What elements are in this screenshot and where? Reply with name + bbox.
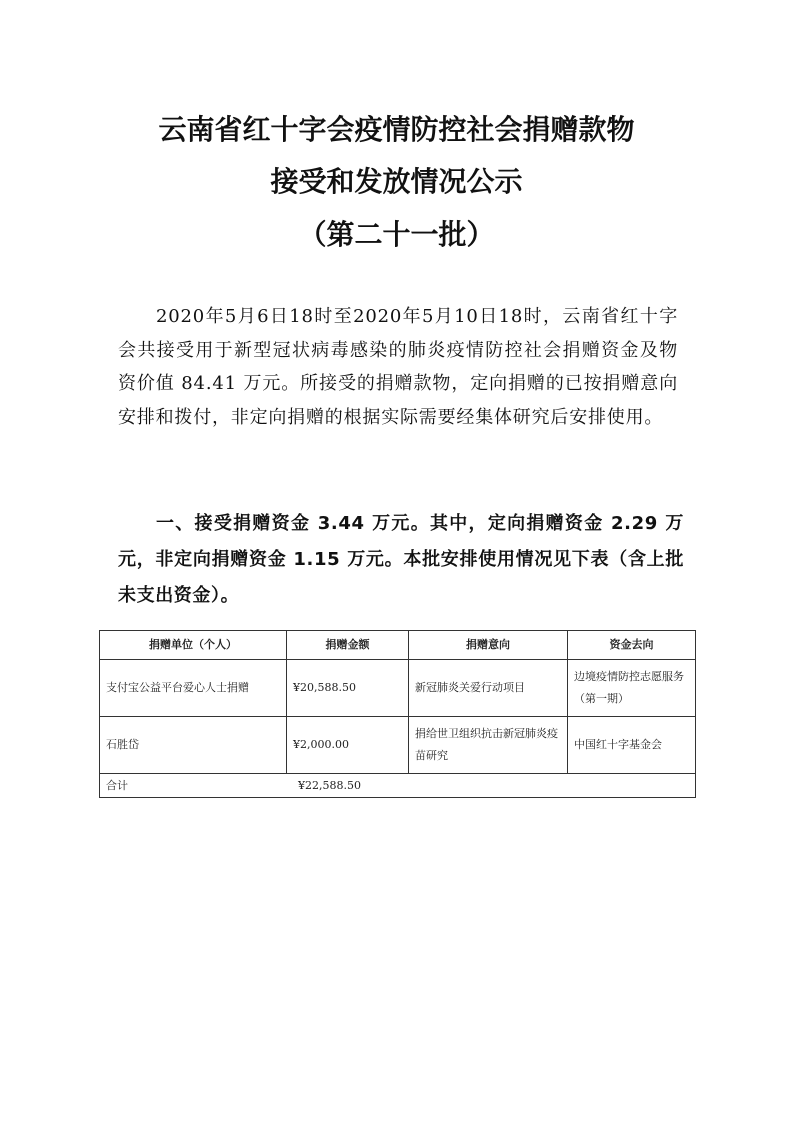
total-label: 合计 (106, 778, 128, 792)
header-destination: 资金去向 (568, 631, 696, 660)
intro-paragraph: 2020年5月6日18时至2020年5月10日18时，云南省红十字会共接受用于新型冠状病毒感染的肺炎疫情防控社会捐赠资金及物资价值 84.41 万元。所接受的捐赠款物，定向捐赠的已按捐赠意向安排和拨付，非定向捐赠的根据实际需要经集体研究后安排使用。 (118, 306, 678, 428)
table-row (100, 660, 696, 717)
table-header-row (100, 631, 696, 660)
donor-cell: 石胜岱 (100, 717, 287, 774)
section-1-paragraph: 一、接受捐赠资金 3.44 万元。其中，定向捐赠资金 2.29 万元，非定向捐赠资金 1.15 万元。本批安排使用情况见下表（含上批未支出资金）。 (118, 513, 684, 606)
table-total-row (100, 774, 696, 798)
destination-cell: 边境疫情防控志愿服务（第一期） (568, 660, 696, 717)
header-amount: 捐赠金额 (287, 631, 409, 660)
table-row (100, 717, 696, 774)
donor-cell: 支付宝公益平台爱心人士捐赠 (100, 660, 287, 717)
total-amount: ¥22,588.50 (298, 778, 361, 792)
amount-cell: ¥20,588.50 (287, 660, 409, 717)
document-title-line-2: 接受和发放情况公示 (270, 165, 523, 198)
document-title-line-1: 云南省红十字会疫情防控社会捐赠款物 (158, 113, 635, 146)
total-cell (100, 774, 696, 798)
document-title-batch: （第二十一批） (298, 218, 495, 251)
destination-cell: 中国红十字基金会 (568, 717, 696, 774)
header-donor: 捐赠单位（个人） (100, 631, 287, 660)
intent-cell: 新冠肺炎关爱行动项目 (409, 660, 568, 717)
donation-table (99, 630, 696, 798)
amount-cell: ¥2,000.00 (287, 717, 409, 774)
header-intent: 捐赠意向 (409, 631, 568, 660)
intent-cell: 捐给世卫组织抗击新冠肺炎疫苗研究 (409, 717, 568, 774)
